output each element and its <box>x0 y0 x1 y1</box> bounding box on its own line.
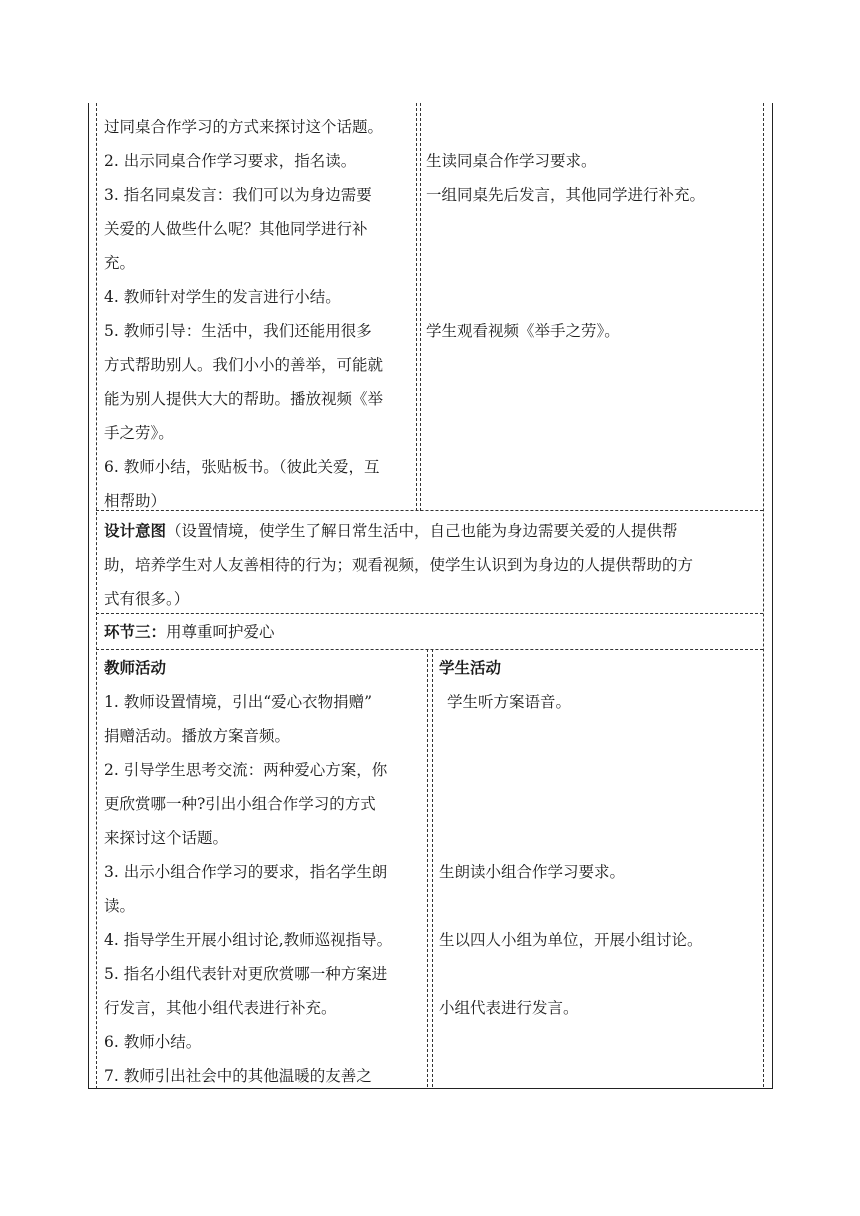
section2-teacher-line: 能为别人提供大大的帮助。播放视频《举 <box>104 390 384 408</box>
section3-teacher-line: 1. 教师设置情境，引出“爱心衣物捐赠” <box>104 693 373 711</box>
section2-teacher-line: 充。 <box>104 254 136 272</box>
section3-teacher-line: 行发言，其他小组代表进行补充。 <box>104 999 337 1017</box>
section3-teacher-line: 更欣赏哪一种?引出小组合作学习的方式 <box>104 795 376 813</box>
design-intent <box>104 514 693 616</box>
section3-title-text: 用尊重呵护爱心 <box>166 623 275 641</box>
section3-teacher-line: 来探讨这个话题。 <box>104 829 229 847</box>
section3-teacher-header: 教师活动 <box>104 659 167 677</box>
section2-teacher-column <box>104 110 383 518</box>
section2-teacher-line: 手之劳》。 <box>104 424 174 442</box>
section3-title-label: 环节三： <box>104 623 167 641</box>
table-inner-border-right <box>763 103 764 1087</box>
section2-teacher-line: 2. 出示同桌合作学习要求，指名读。 <box>104 152 357 170</box>
section3-teacher-line: 4. 指导学生开展小组讨论,教师巡视指导。 <box>104 931 393 949</box>
section3-teacher-line: 读。 <box>104 897 136 915</box>
separator-after-section3-title <box>96 649 763 650</box>
section3-student-line: 生以四人小组为单位，开展小组讨论。 <box>439 931 703 949</box>
section2-column-divider-inner <box>420 103 421 511</box>
section3-title <box>104 615 275 649</box>
section3-teacher-line: 6. 教师小结。 <box>104 1033 202 1051</box>
section3-student-line: 学生听方案语音。 <box>447 693 572 711</box>
section3-teacher-line: 3. 出示小组合作学习的要求，指名学生朗 <box>104 863 388 881</box>
section3-teacher-column <box>104 685 392 1093</box>
section3-column-divider <box>427 649 428 1087</box>
section2-teacher-line: 6. 教师小结，张贴板书。（彼此关爱，互 <box>104 458 380 476</box>
table-inner-border-left <box>96 103 97 1089</box>
section3-teacher-line: 5. 指名小组代表针对更欣赏哪一种方案进 <box>104 965 388 983</box>
section2-teacher-line: 3. 指名同桌发言：我们可以为身边需要 <box>104 186 372 204</box>
design-intent-line-3: 式有很多。） <box>104 590 190 608</box>
table-border-left <box>88 103 89 1089</box>
design-intent-line-1 <box>104 514 693 548</box>
design-intent-line-2: 助，培养学生对人友善相待的行为；观看视频，使学生认识到为身边的人提供帮助的方 <box>104 556 694 574</box>
section2-student-line: 生读同桌合作学习要求。 <box>426 152 597 170</box>
section2-student-line: 学生观看视频《举手之劳》。 <box>426 322 620 340</box>
design-intent-text: （设置情境，使学生了解日常生活中，自己也能为身边需要关爱的人提供帮 <box>166 522 678 540</box>
section2-student-line: 一组同桌先后发言，其他同学进行补充。 <box>426 186 706 204</box>
section3-student-line: 生朗读小组合作学习要求。 <box>439 863 626 881</box>
section3-teacher-line: 7. 教师引出社会中的其他温暖的友善之 <box>104 1067 372 1085</box>
section2-teacher-line: 过同桌合作学习的方式来探讨这个话题。 <box>104 118 384 136</box>
section3-teacher-line: 捐赠活动。播放方案音频。 <box>104 727 291 745</box>
section3-teacher-line: 2. 引导学生思考交流：两种爱心方案，你 <box>104 761 388 779</box>
section2-teacher-line: 方式帮助别人。我们小小的善举，可能就 <box>104 356 384 374</box>
section2-teacher-line: 5. 教师引导：生活中，我们还能用很多 <box>104 322 372 340</box>
design-intent-label: 设计意图 <box>104 522 167 540</box>
section2-teacher-line: 4. 教师针对学生的发言进行小结。 <box>104 288 341 306</box>
section3-student-header: 学生活动 <box>439 659 502 677</box>
section3-column-divider-inner <box>432 649 433 1087</box>
section2-teacher-line: 相帮助） <box>104 492 167 510</box>
section3-student-line: 小组代表进行发言。 <box>439 999 579 1017</box>
section2-column-divider <box>416 103 417 511</box>
table-border-right <box>772 103 773 1089</box>
section2-teacher-line: 关爱的人做些什么呢？其他同学进行补 <box>104 220 368 238</box>
